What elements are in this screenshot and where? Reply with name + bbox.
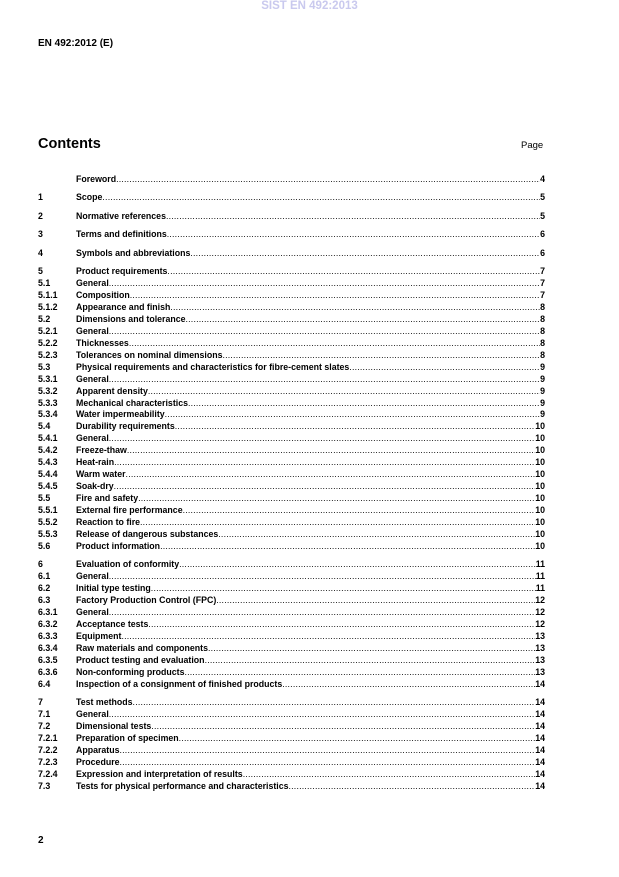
- toc-entry-number: 5.6: [38, 540, 51, 551]
- toc-entry-title: Factory Production Control (FPC): [76, 595, 217, 605]
- toc-entry[interactable]: [38, 481, 545, 493]
- toc-entry-number: 6.1: [38, 571, 51, 582]
- toc-entry[interactable]: [38, 559, 545, 571]
- dot-leader: [109, 374, 540, 386]
- dot-leader: [130, 290, 540, 302]
- toc-entry-page: 14: [535, 756, 545, 767]
- toc-entry-title: Equipment: [76, 630, 122, 641]
- document-header: EN 492:2012 (E): [38, 38, 114, 49]
- toc-entry-number: 6: [38, 559, 43, 570]
- dot-leader: [148, 386, 540, 398]
- toc-entry-number: 5.2.2: [38, 337, 58, 348]
- toc-entry-page: 10: [535, 516, 545, 527]
- toc-entry-title: General: [76, 606, 109, 617]
- toc-entry-page: 7: [540, 266, 545, 277]
- dot-leader: [109, 607, 535, 619]
- toc-entry-number: 5.3.4: [38, 409, 58, 420]
- dot-leader: [170, 302, 540, 314]
- toc-entry-page: 9: [540, 373, 545, 384]
- dot-leader: [188, 398, 540, 410]
- dot-leader: [160, 541, 535, 553]
- page-column-label: Page: [521, 140, 544, 151]
- toc-entry[interactable]: [38, 457, 545, 469]
- dot-leader: [216, 595, 535, 607]
- toc-entry[interactable]: [38, 697, 545, 709]
- toc-entry[interactable]: [38, 619, 545, 631]
- toc-entry-page: 7: [540, 278, 545, 289]
- toc-entry-title: Physical requirements and characteristics for fibre-cement slates: [76, 361, 350, 372]
- toc-entry[interactable]: [38, 631, 545, 643]
- toc-entry-page: 8: [540, 349, 545, 360]
- toc-entry-page: 11: [535, 583, 545, 594]
- toc-entry-title: Reaction to fire: [76, 516, 141, 527]
- page-number: 2: [38, 835, 44, 846]
- page-title: Contents: [38, 136, 101, 152]
- toc-entry-page: 8: [540, 302, 545, 312]
- dot-leader: [243, 769, 536, 781]
- toc-group: [38, 266, 545, 553]
- toc-entry-title: Tolerances on nominal dimensions: [76, 349, 223, 360]
- toc-entry[interactable]: [38, 421, 545, 433]
- dot-leader: [151, 721, 535, 733]
- toc-entry-number: 6.2: [38, 583, 51, 594]
- toc-entry-title: Fire and safety: [76, 493, 139, 503]
- toc-entry-title: Release of dangerous substances: [76, 528, 219, 539]
- dot-leader: [179, 733, 536, 745]
- toc-group: [38, 229, 545, 241]
- toc-entry-number: 5.1.1: [38, 290, 58, 301]
- toc-entry-number: 7: [38, 697, 43, 707]
- toc-entry-title: Scope: [76, 192, 103, 203]
- toc-entry[interactable]: [38, 529, 545, 541]
- toc-entry[interactable]: [38, 517, 545, 529]
- toc-entry-title: Mechanical characteristics: [76, 397, 188, 408]
- toc-entry[interactable]: [38, 445, 545, 457]
- toc-entry-number: 6.3.2: [38, 618, 58, 629]
- toc-entry-page: 14: [535, 678, 545, 689]
- toc-entry[interactable]: [38, 709, 545, 721]
- dot-leader: [109, 709, 535, 721]
- toc-entry-number: 3: [38, 229, 43, 240]
- dot-leader: [205, 655, 536, 667]
- toc-entry-title: Product requirements: [76, 266, 168, 277]
- dot-leader: [349, 362, 540, 374]
- toc-entry-page: 12: [535, 595, 545, 605]
- toc-entry-page: 10: [535, 528, 545, 539]
- toc-entry-page: 13: [535, 630, 545, 641]
- dot-leader: [167, 266, 540, 278]
- toc-entry-page: 14: [535, 697, 545, 707]
- dot-leader: [109, 278, 540, 290]
- toc-entry[interactable]: [38, 721, 545, 733]
- dot-leader: [165, 409, 540, 421]
- toc-entry-page: 9: [540, 397, 545, 408]
- toc-group: [38, 248, 545, 260]
- dot-leader: [109, 433, 535, 445]
- toc-entry-title: Soak-dry: [76, 481, 114, 492]
- toc-entry-page: 9: [540, 385, 545, 396]
- toc-entry-number: 5.2.1: [38, 325, 58, 336]
- toc-entry-title: Non-conforming products: [76, 666, 185, 677]
- toc-entry-page: 8: [540, 337, 545, 348]
- table-of-contents: [38, 174, 545, 799]
- toc-entry-page: 4: [540, 174, 545, 184]
- dot-leader: [109, 571, 536, 583]
- toc-entry[interactable]: [38, 374, 545, 386]
- toc-entry-page: 13: [535, 666, 545, 677]
- toc-entry-page: 14: [535, 768, 545, 779]
- toc-entry[interactable]: [38, 278, 545, 290]
- toc-group: [38, 174, 545, 186]
- toc-entry-page: 12: [535, 606, 545, 617]
- toc-entry[interactable]: [38, 469, 545, 481]
- toc-entry[interactable]: [38, 433, 545, 445]
- toc-entry-number: 7.1: [38, 708, 51, 719]
- toc-entry-title: Warm water: [76, 469, 126, 480]
- toc-group: [38, 697, 545, 793]
- toc-entry-title: Product testing and evaluation: [76, 654, 205, 665]
- toc-entry-title: Product information: [76, 540, 161, 551]
- toc-entry-title: Tests for physical performance and characteristics: [76, 780, 289, 791]
- toc-entry-page: 10: [535, 481, 545, 492]
- toc-entry-title: Raw materials and components: [76, 642, 208, 653]
- toc-entry[interactable]: [38, 174, 545, 186]
- toc-entry[interactable]: [38, 607, 545, 619]
- toc-entry[interactable]: [38, 781, 545, 793]
- toc-entry-page: 10: [535, 433, 545, 444]
- toc-entry[interactable]: [38, 362, 545, 374]
- toc-entry-title: Composition: [76, 290, 130, 301]
- toc-entry-number: 6.3: [38, 595, 51, 605]
- dot-leader: [151, 583, 536, 595]
- toc-entry-title: Water impermeability: [76, 409, 165, 420]
- toc-entry-title: Symbols and abbreviations: [76, 247, 191, 258]
- toc-entry-number: 5.2: [38, 313, 51, 324]
- dot-leader: [184, 667, 535, 679]
- toc-entry-number: 5.4.2: [38, 445, 58, 456]
- toc-entry-number: 5: [38, 266, 43, 277]
- toc-entry-number: 5.4.3: [38, 457, 58, 468]
- toc-entry-number: 6.3.1: [38, 606, 58, 617]
- toc-entry-title: Test methods: [76, 697, 133, 707]
- toc-entry-page: 13: [535, 654, 545, 665]
- toc-entry-number: 7.2.2: [38, 744, 58, 755]
- toc-entry-page: 14: [535, 744, 545, 755]
- toc-entry-page: 14: [535, 780, 545, 791]
- dot-leader: [120, 757, 536, 769]
- toc-entry-title: Dimensions and tolerance: [76, 313, 186, 324]
- toc-entry[interactable]: [38, 595, 545, 607]
- toc-entry-number: 5.5.1: [38, 504, 58, 515]
- toc-entry-page: 11: [535, 559, 545, 570]
- toc-entry[interactable]: [38, 350, 545, 362]
- toc-entry[interactable]: [38, 571, 545, 583]
- toc-entry-page: 11: [535, 571, 545, 582]
- toc-entry-title: Initial type testing: [76, 583, 151, 594]
- toc-entry[interactable]: [38, 745, 545, 757]
- toc-entry-page: 8: [540, 313, 545, 324]
- toc-entry[interactable]: [38, 229, 545, 241]
- toc-entry-number: 5.4: [38, 421, 51, 432]
- toc-entry-number: 5.4.5: [38, 481, 58, 492]
- toc-entry-number: 7.2: [38, 720, 51, 731]
- toc-entry-number: 5.5: [38, 493, 51, 503]
- dot-leader: [218, 529, 535, 541]
- toc-entry-page: 13: [535, 642, 545, 653]
- toc-entry[interactable]: [38, 192, 545, 204]
- dot-leader: [138, 493, 535, 505]
- dot-leader: [167, 229, 540, 241]
- toc-entry-page: 10: [535, 457, 545, 468]
- dot-leader: [148, 619, 535, 631]
- toc-entry[interactable]: [38, 326, 545, 338]
- toc-entry-title: External fire performance: [76, 504, 183, 515]
- toc-entry[interactable]: [38, 505, 545, 517]
- toc-entry-title: General: [76, 373, 109, 384]
- dot-leader: [120, 745, 536, 757]
- toc-entry-title: Apparatus: [76, 744, 120, 755]
- toc-entry-number: 6.3.5: [38, 654, 58, 665]
- toc-group: [38, 211, 545, 223]
- dot-leader: [114, 481, 536, 493]
- toc-entry-number: 6.4: [38, 678, 51, 689]
- toc-entry-title: Thicknesses: [76, 337, 129, 348]
- toc-entry-page: 10: [535, 421, 545, 432]
- toc-entry-number: 7.2.4: [38, 768, 58, 779]
- dot-leader: [121, 631, 535, 643]
- toc-entry-page: 14: [535, 708, 545, 719]
- toc-entry-number: 5.1: [38, 278, 51, 289]
- toc-entry[interactable]: [38, 655, 545, 667]
- toc-entry[interactable]: [38, 769, 545, 781]
- toc-entry-page: 10: [535, 540, 545, 551]
- toc-entry-page: 14: [535, 720, 545, 731]
- dot-leader: [208, 643, 535, 655]
- toc-entry[interactable]: [38, 290, 545, 302]
- toc-entry-title: Inspection of a consignment of finished products: [76, 678, 283, 689]
- toc-entry-number: 6.3.3: [38, 630, 58, 641]
- toc-entry-page: 5: [540, 210, 545, 221]
- toc-entry-number: [38, 174, 76, 186]
- toc-entry[interactable]: [38, 398, 545, 410]
- toc-entry-title: Appearance and finish: [76, 302, 171, 312]
- toc-entry-title: General: [76, 278, 109, 289]
- toc-entry[interactable]: [38, 248, 545, 260]
- toc-entry-title: Expression and interpretation of results: [76, 768, 243, 779]
- toc-entry-number: 7.3: [38, 780, 51, 791]
- toc-entry-page: 5: [540, 192, 545, 203]
- toc-entry-title: Durability requirements: [76, 421, 175, 432]
- toc-entry[interactable]: [38, 302, 545, 314]
- toc-entry[interactable]: [38, 314, 545, 326]
- dot-leader: [129, 338, 540, 350]
- toc-entry-page: 7: [540, 290, 545, 301]
- dot-leader: [179, 559, 536, 571]
- dot-leader: [109, 326, 540, 338]
- toc-entry-page: 10: [535, 504, 545, 515]
- toc-entry-title: Dimensional tests: [76, 720, 152, 731]
- toc-entry[interactable]: [38, 386, 545, 398]
- toc-entry[interactable]: [38, 643, 545, 655]
- toc-entry-page: 6: [540, 247, 545, 258]
- toc-entry[interactable]: [38, 338, 545, 350]
- toc-entry-number: 2: [38, 210, 43, 221]
- toc-entry-title: Foreword: [76, 174, 117, 184]
- toc-entry-number: 6.3.6: [38, 666, 58, 677]
- dot-leader: [282, 679, 535, 691]
- dot-leader: [222, 350, 540, 362]
- toc-entry-title: General: [76, 433, 109, 444]
- toc-entry-number: 5.1.2: [38, 302, 58, 312]
- toc-entry-number: 6.3.4: [38, 642, 58, 653]
- toc-entry-title: Terms and definitions: [76, 229, 167, 240]
- toc-entry-title: General: [76, 325, 109, 336]
- toc-entry[interactable]: [38, 733, 545, 745]
- dot-leader: [289, 781, 536, 793]
- dot-leader: [166, 211, 540, 223]
- dot-leader: [114, 457, 535, 469]
- toc-entry-title: General: [76, 571, 109, 582]
- toc-entry[interactable]: [38, 583, 545, 595]
- toc-entry-number: 5.4.1: [38, 433, 58, 444]
- toc-entry-number: 5.5.2: [38, 516, 58, 527]
- dot-leader: [126, 469, 536, 481]
- toc-entry[interactable]: [38, 266, 545, 278]
- toc-entry[interactable]: [38, 211, 545, 223]
- toc-entry-page: 10: [535, 469, 545, 480]
- toc-entry[interactable]: [38, 757, 545, 769]
- toc-entry-page: 8: [540, 325, 545, 336]
- toc-entry-title: Apparent density: [76, 385, 148, 396]
- dot-leader: [186, 314, 541, 326]
- dot-leader: [183, 505, 536, 517]
- toc-entry-number: 7.2.3: [38, 756, 58, 767]
- dot-leader: [175, 421, 535, 433]
- toc-entry-number: 1: [38, 192, 43, 203]
- toc-entry-number: 5.3.2: [38, 385, 58, 396]
- dot-leader: [190, 248, 540, 260]
- toc-entry-title: Heat-rain: [76, 457, 115, 468]
- toc-entry-page: 6: [540, 229, 545, 240]
- toc-entry-title: Evaluation of conformity: [76, 559, 180, 570]
- toc-entry-number: 5.3.1: [38, 373, 58, 384]
- toc-group: [38, 192, 545, 204]
- toc-entry-title: Acceptance tests: [76, 618, 149, 629]
- dot-leader: [116, 174, 540, 186]
- toc-entry[interactable]: [38, 409, 545, 421]
- toc-entry-title: Preparation of specimen: [76, 732, 179, 743]
- toc-entry-number: 5.3.3: [38, 397, 58, 408]
- toc-entry-page: 9: [540, 409, 545, 420]
- toc-entry[interactable]: [38, 541, 545, 553]
- toc-entry-number: 5.3: [38, 361, 51, 372]
- toc-entry[interactable]: [38, 667, 545, 679]
- toc-entry-page: 12: [535, 618, 545, 629]
- toc-entry[interactable]: [38, 679, 545, 691]
- dot-leader: [102, 192, 540, 204]
- toc-entry-number: 5.5.3: [38, 528, 58, 539]
- dot-leader: [140, 517, 535, 529]
- toc-entry-number: 5.2.3: [38, 349, 58, 360]
- toc-entry-page: 9: [540, 361, 545, 372]
- toc-entry-number: 4: [38, 247, 43, 258]
- toc-entry[interactable]: [38, 493, 545, 505]
- toc-entry-page: 14: [535, 732, 545, 743]
- toc-entry-page: 10: [535, 445, 545, 456]
- toc-entry-title: General: [76, 708, 109, 719]
- toc-group: [38, 559, 545, 690]
- toc-entry-page: 10: [535, 493, 545, 503]
- toc-entry-number: 5.4.4: [38, 469, 58, 480]
- toc-entry-title: Procedure: [76, 756, 120, 767]
- toc-entry-title: Normative references: [76, 210, 166, 221]
- dot-leader: [127, 445, 535, 457]
- watermark: SIST EN 492:2013: [261, 0, 358, 12]
- toc-entry-number: 7.2.1: [38, 732, 58, 743]
- toc-entry-title: Freeze-thaw: [76, 445, 127, 456]
- dot-leader: [133, 697, 536, 709]
